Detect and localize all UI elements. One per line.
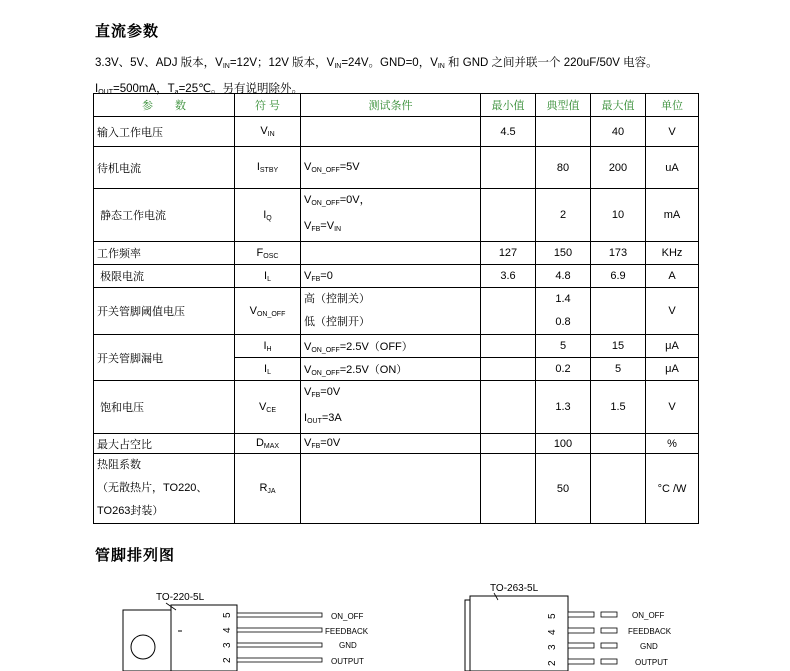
min-cell: 127 <box>481 242 536 265</box>
max-cell: 15 <box>591 335 646 358</box>
typ-cell: 100 <box>536 434 591 454</box>
table-row <box>94 147 699 189</box>
unit-cell: % <box>646 434 699 454</box>
unit-cell: V <box>646 288 699 335</box>
typ-cell: 1.3 <box>536 381 591 434</box>
condition-cell <box>301 242 481 265</box>
pin-pad <box>601 628 617 633</box>
min-cell <box>481 454 536 524</box>
col-header-unit: 单位 <box>646 94 699 117</box>
pin-lead <box>568 628 594 633</box>
typ-cell: 80 <box>536 147 591 189</box>
pin-number: 2 <box>547 660 558 666</box>
col-header-symbol: 符 号 <box>235 94 301 117</box>
pin-number: 4 <box>222 627 233 633</box>
min-cell <box>481 288 536 335</box>
param-cell: 开关管脚漏电 <box>94 335 235 381</box>
min-cell: 3.6 <box>481 265 536 288</box>
unit-cell: °C /W <box>646 454 699 524</box>
symbol-cell: $I_L$ <box>235 265 301 288</box>
max-cell: 40 <box>591 117 646 147</box>
col-header-param: 参 数 <box>94 94 235 117</box>
condition-cell: $V_{ON\_OFF}=2.5V(ON)$ <box>301 358 481 381</box>
typ-cell: 4.8 <box>536 265 591 288</box>
typ-cell: 5 <box>536 335 591 358</box>
pin-number: 3 <box>222 642 233 648</box>
section-title-dc-params: 直流参数 <box>95 23 160 40</box>
param-cell: 待机电流 <box>94 147 235 189</box>
condition-cell: $V_{FB}=0V$ $I_{OUT}=3A$ <box>301 381 481 434</box>
condition-cell <box>301 117 481 147</box>
param-cell: 极限电流 <box>94 265 235 288</box>
min-cell <box>481 434 536 454</box>
to263-package-diagram <box>460 578 690 671</box>
pin-label: ON_OFF <box>632 611 665 620</box>
symbol-cell: $I_L$ <box>235 358 301 381</box>
param-cell: 最大占空比 <box>94 434 235 454</box>
max-cell: 5 <box>591 358 646 381</box>
typ-cell: 2 <box>536 189 591 242</box>
max-cell: 173 <box>591 242 646 265</box>
min-cell <box>481 335 536 358</box>
unit-cell: KHz <box>646 242 699 265</box>
unit-cell: uA <box>646 147 699 189</box>
condition-cell: $V_{FB}=0$ <box>301 265 481 288</box>
symbol-cell: $I_H$ <box>235 335 301 358</box>
param-cell: 工作频率 <box>94 242 235 265</box>
condition-cell: $V_{FB}=0V$ <box>301 434 481 454</box>
pin-pad <box>601 612 617 617</box>
pin-lead <box>568 659 594 664</box>
pin-lead <box>237 643 322 647</box>
max-cell: 200 <box>591 147 646 189</box>
col-header-condition: 测试条件 <box>301 94 481 117</box>
pin-label: OUTPUT <box>331 657 364 666</box>
symbol-cell: $I_{STBY}$ <box>235 147 301 189</box>
min-cell <box>481 189 536 242</box>
unit-cell: V <box>646 381 699 434</box>
symbol-cell: $D_{MAX}$ <box>235 434 301 454</box>
max-cell <box>591 454 646 524</box>
mounting-hole-icon <box>131 635 155 659</box>
unit-cell: V <box>646 117 699 147</box>
pin-number: 5 <box>222 612 233 618</box>
condition-cell: 高（控制关） 低（控制开） <box>301 288 481 335</box>
to263-title: TO-263-5L <box>490 583 539 594</box>
min-cell <box>481 358 536 381</box>
unit-cell: A <box>646 265 699 288</box>
table-header-row <box>94 94 699 117</box>
pin-label: FEEDBACK <box>628 627 672 636</box>
col-header-min: 最小值 <box>481 94 536 117</box>
typ-cell: 50 <box>536 454 591 524</box>
symbol-cell: $V_{IN}$ <box>235 117 301 147</box>
min-cell <box>481 381 536 434</box>
symbol-cell: $F_{OSC}$ <box>235 242 301 265</box>
table-row <box>94 117 699 147</box>
pin-pad <box>601 659 617 664</box>
typ-cell: 1.4 0.8 <box>536 288 591 335</box>
symbol-cell: $V_{CE}$ <box>235 381 301 434</box>
pin-number: 4 <box>547 629 558 635</box>
table-row <box>94 335 699 358</box>
table-row <box>94 288 699 335</box>
typ-cell <box>536 117 591 147</box>
max-cell: 1.5 <box>591 381 646 434</box>
pin-lead <box>237 658 322 662</box>
condition-cell <box>301 454 481 524</box>
param-cell: 输入工作电压 <box>94 117 235 147</box>
pin-label: GND <box>339 641 357 650</box>
param-cell: 静态工作电流 <box>94 189 235 242</box>
to220-package-diagram <box>118 588 388 671</box>
max-cell: 10 <box>591 189 646 242</box>
max-cell <box>591 434 646 454</box>
symbol-cell: $R_{JA}$ <box>235 454 301 524</box>
pin-lead <box>237 613 322 617</box>
pin-label: FEEDBACK <box>325 627 369 636</box>
section-title-pinout: 管脚排列图 <box>95 547 176 564</box>
typ-cell: 0.2 <box>536 358 591 381</box>
min-cell <box>481 147 536 189</box>
col-header-typ: 典型值 <box>536 94 591 117</box>
table-row <box>94 434 699 454</box>
pin-lead <box>568 643 594 648</box>
symbol-cell: $V_{ON\_OFF}$ <box>235 288 301 335</box>
pin-label: OUTPUT <box>635 658 668 667</box>
pin-pad <box>601 643 617 648</box>
param-cell: 热阻系数 （无散热片，TO220、 TO263封装） <box>94 454 235 524</box>
table-row <box>94 189 699 242</box>
param-cell: 饱和电压 <box>94 381 235 434</box>
table-row <box>94 454 699 524</box>
pin-number: 5 <box>547 613 558 619</box>
unit-cell: μA <box>646 358 699 381</box>
condition-cell: $V_{ON\_OFF}=2.5V(OFF)$ <box>301 335 481 358</box>
intro-text: 3.3V、5V、ADJ 版本，$V_{IN}=12V$；12V 版本，$V_{IN}=24V$。GND=0，$V_{IN}$ 和 GND 之间并联一个 220uF/50V 电容。$I_{OUT}=500mA$，$T_a=25℃$。另有说明除外。 <box>95 57 658 96</box>
condition-cell: $V_{ON\_OFF}=5V$ <box>301 147 481 189</box>
max-cell: 6.9 <box>591 265 646 288</box>
param-cell: 开关管脚阈值电压 <box>94 288 235 335</box>
dc-params-table <box>93 93 699 524</box>
pin-number: 2 <box>222 657 233 663</box>
pin-lead <box>568 612 594 617</box>
unit-cell: mA <box>646 189 699 242</box>
max-cell <box>591 288 646 335</box>
to220-title: TO-220-5L <box>156 592 205 603</box>
pin-label: ON_OFF <box>331 612 364 621</box>
typ-cell: 150 <box>536 242 591 265</box>
min-cell: 4.5 <box>481 117 536 147</box>
unit-cell: μA <box>646 335 699 358</box>
symbol-cell: $I_Q$ <box>235 189 301 242</box>
pin-number: 3 <box>547 644 558 650</box>
table-row <box>94 265 699 288</box>
pin-lead <box>237 628 322 632</box>
condition-cell: $V_{ON\_OFF}=0V$， $V_{FB}=V_{IN}$ <box>301 189 481 242</box>
col-header-max: 最大值 <box>591 94 646 117</box>
table-row <box>94 381 699 434</box>
table-row <box>94 242 699 265</box>
pin-label: GND <box>640 642 658 651</box>
